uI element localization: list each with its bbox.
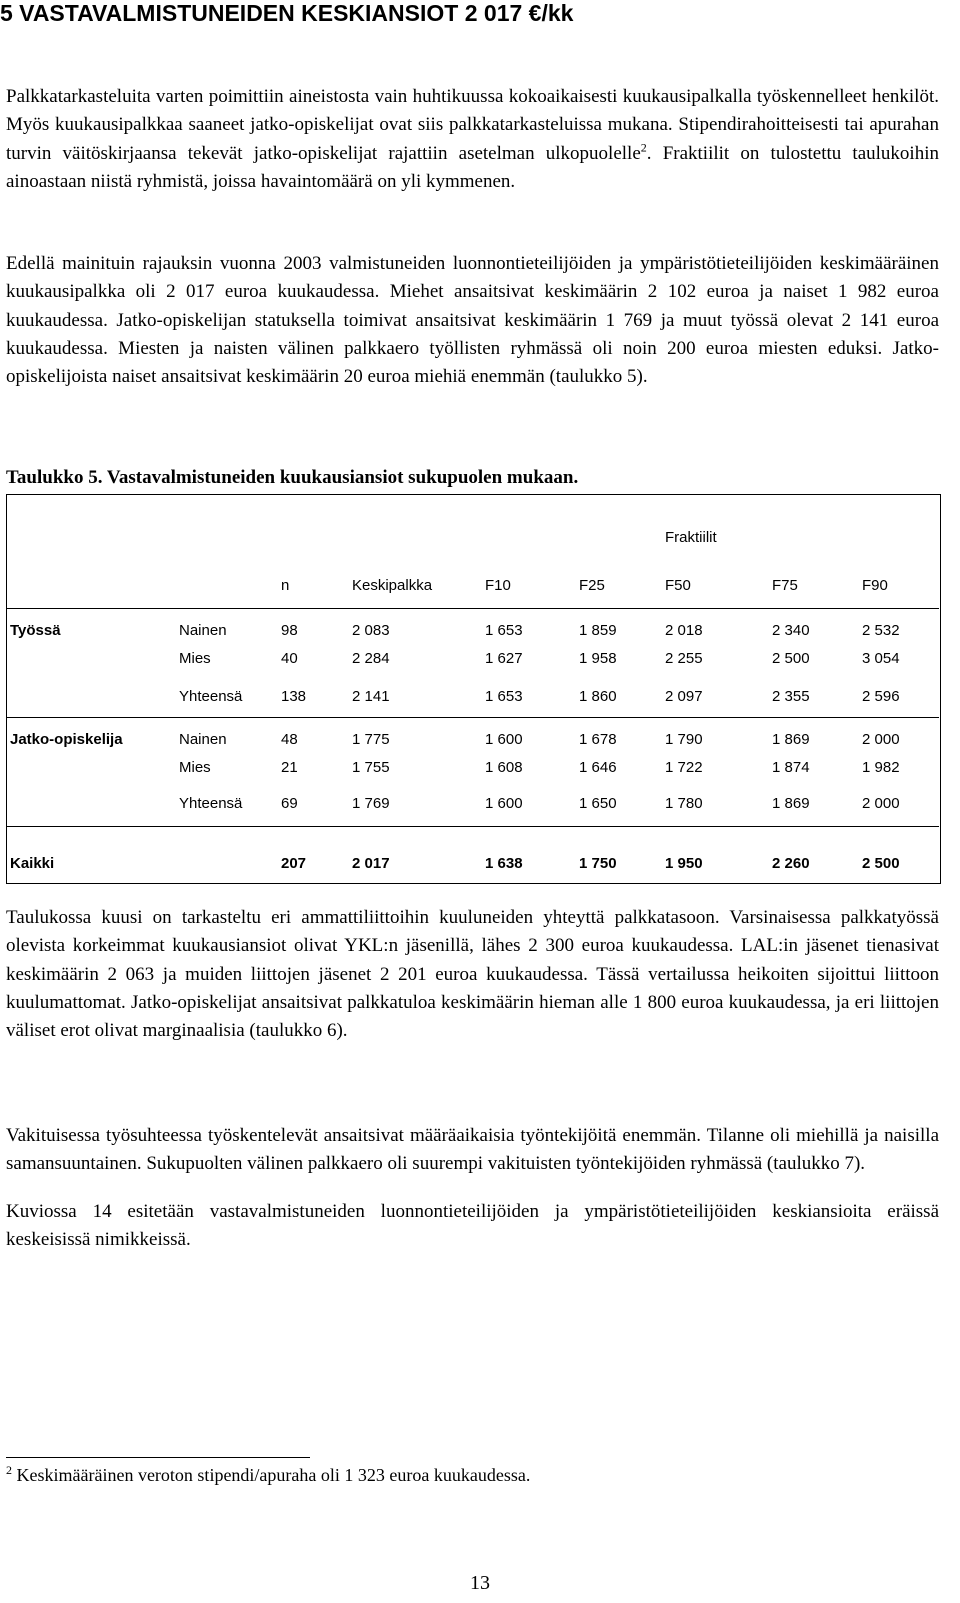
intro-text-b: . Fraktiilit on tulostettu taulukoihin ainoastaan niistä ryhmistä, joissa havaintomäärä on yli kymmenen.: [6, 142, 939, 192]
table-cell: 2 018: [665, 622, 703, 639]
employment-paragraph: Vakituisessa työsuhteessa työskentelevät ansaitsivat määräaikaisia työntekijöitä enemmän. Tilanne oli miehillä ja naisilla samansuuntainen. Sukupuolten välinen palkkaero oli suurempi vakituisten työntekijöiden ryhmässä (taulukko 7).: [6, 1125, 939, 1175]
group-label: Jatko-opiskelija: [10, 731, 123, 748]
footnote-number: 2: [6, 1463, 12, 1477]
row-label: Nainen: [179, 622, 227, 639]
table-cell: 2 340: [772, 622, 810, 639]
total-cell: 207: [281, 855, 307, 872]
total-cell: 1 750: [579, 855, 617, 872]
unions-paragraph: Taulukossa kuusi on tarkasteltu eri ammattiliittoihin kuuluneiden yhteyttä palkkatasoon. Varsinaisessa palkkatyössä olevista korkeimmat kuukausiansiot olivat YKL:n jäsenillä, lähes 2 300 euroa kuukaudessa. LAL:in jäsenet tienasivat keskimäärin 2 063 ja muiden liittojen jäsenet 2 201 euroa kuukaudessa. Tässä vertailussa heikoiten sijoittui liittoon kuulumattomat. Jatko-opiskelijat ansaitsivat palkkatuloa keskimäärin hieman alle 1 800 euroa kuukaudessa, ja eri liittojen väliset erot olivat marginaalisia (taulukko 6).: [6, 907, 939, 1042]
table-cell: 1 678: [579, 731, 617, 748]
column-header: Keskipalkka: [352, 577, 433, 594]
total-cell: 2 260: [772, 855, 810, 872]
column-header: F50: [665, 577, 691, 594]
table-cell: 2 000: [862, 795, 900, 812]
table-cell: 1 627: [485, 650, 523, 667]
table-cell: 21: [281, 759, 298, 776]
table-cell: 2 596: [862, 688, 900, 705]
column-header: F25: [579, 577, 605, 594]
column-header: F90: [862, 577, 888, 594]
table-cell: 1 958: [579, 650, 617, 667]
footnote-reference: 2: [640, 140, 647, 155]
table-cell: 1 722: [665, 759, 703, 776]
group-label: Työssä: [10, 622, 61, 639]
table-cell: 2 000: [862, 731, 900, 748]
total-cell: 2 017: [352, 855, 390, 872]
table-cell: 2 532: [862, 622, 900, 639]
table-cell: 1 653: [485, 688, 523, 705]
table-group-divider: [7, 717, 939, 718]
page-number: 13: [470, 1572, 490, 1594]
table-cell: 69: [281, 795, 298, 812]
table-cell: 1 780: [665, 795, 703, 812]
table-cell: 1 859: [579, 622, 617, 639]
table-cell: 1 600: [485, 731, 523, 748]
table-cell: 138: [281, 688, 307, 705]
table-cell: 3 054: [862, 650, 900, 667]
section-heading: 5 VASTAVALMISTUNEIDEN KESKIANSIOT 2 017 €/kk: [0, 0, 574, 26]
table-cell: 2 355: [772, 688, 810, 705]
table-cell: 2 141: [352, 688, 390, 705]
table-cell: 1 608: [485, 759, 523, 776]
table-cell: 1 775: [352, 731, 390, 748]
table-cell: 1 646: [579, 759, 617, 776]
table-cell: 2 284: [352, 650, 390, 667]
summary-paragraph: Edellä mainituin rajauksin vuonna 2003 valmistuneiden luonnontieteilijöiden ja ympäristötieteilijöiden keskimääräinen kuukausipalkka oli 2 017 euroa kuukaudessa. Miehet ansaitsivat keskimäärin 2 102 euroa ja naiset 1 982 euroa kuukaudessa. Jatko-opiskelijan statuksella toimivat ansaitsivat keskimäärin 1 769 ja muut työssä olevat 2 141 euroa kuukaudessa. Miesten ja naisten välinen palkkaero työllisten ryhmässä oli noin 200 euroa miesten eduksi. Jatko-opiskelijoista naiset ansaitsivat keskimäärin 20 euroa miehiä enemmän (taulukko 5).: [6, 253, 939, 388]
table-cell: 1 790: [665, 731, 703, 748]
table-cell: 1 874: [772, 759, 810, 776]
table-cell: 98: [281, 622, 298, 639]
intro-paragraph: [6, 83, 939, 196]
fraktiilit-header: Fraktiilit: [665, 529, 717, 546]
row-label: Yhteensä: [179, 688, 243, 705]
footnote-rule: [6, 1457, 310, 1458]
table-cell: 1 982: [862, 759, 900, 776]
table-cell: 40: [281, 650, 298, 667]
total-cell: 2 500: [862, 855, 900, 872]
table-cell: 1 600: [485, 795, 523, 812]
table-cell: 1 869: [772, 731, 810, 748]
table-caption: Taulukko 5. Vastavalmistuneiden kuukausiansiot sukupuolen mukaan.: [6, 467, 579, 488]
row-label: Mies: [179, 759, 211, 776]
total-cell: 1 638: [485, 855, 523, 872]
table-cell: 1 650: [579, 795, 617, 812]
table-cell: 1 755: [352, 759, 390, 776]
table-cell: 2 255: [665, 650, 703, 667]
table-cell: 1 869: [772, 795, 810, 812]
footnote: [6, 1463, 530, 1486]
table-cell: 1 653: [485, 622, 523, 639]
column-header: n: [281, 577, 290, 594]
footnote-text: Keskimääräinen veroton stipendi/apuraha oli 1 323 euroa kuukaudessa.: [12, 1465, 531, 1485]
column-header: F75: [772, 577, 798, 594]
figure-reference-paragraph: Kuviossa 14 esitetään vastavalmistuneiden luonnontieteilijöiden ja ympäristötieteilijöiden keskiansioita eräissä keskeisissä nimikkeissä.: [6, 1201, 939, 1251]
row-label: Mies: [179, 650, 211, 667]
column-header: F10: [485, 577, 511, 594]
table-total-divider: [7, 826, 939, 827]
total-cell: 1 950: [665, 855, 703, 872]
table-cell: 2 097: [665, 688, 703, 705]
row-label: Nainen: [179, 731, 227, 748]
table-cell: 1 860: [579, 688, 617, 705]
table-cell: 2 083: [352, 622, 390, 639]
table-cell: 1 769: [352, 795, 390, 812]
intro-text-a: Palkkatarkasteluita varten poimittiin aineistosta vain huhtikuussa kokoaikaisesti kuukausipalkalla työskennelleet henkilöt. Myös kuukausipalkkaa saaneet jatko-opiskelijat ovat siis palkkatarkasteluissa mukana. Stipendirahoitteisesti tai apurahan turvin väitöskirjaansa tekevät jatko-opiskelijat rajattiin asetelman ulkopuolelle: [6, 86, 939, 164]
table-cell: 48: [281, 731, 298, 748]
row-label: Yhteensä: [179, 795, 243, 812]
total-label: Kaikki: [10, 855, 55, 872]
table-cell: 2 500: [772, 650, 810, 667]
table-header-divider: [7, 608, 939, 609]
